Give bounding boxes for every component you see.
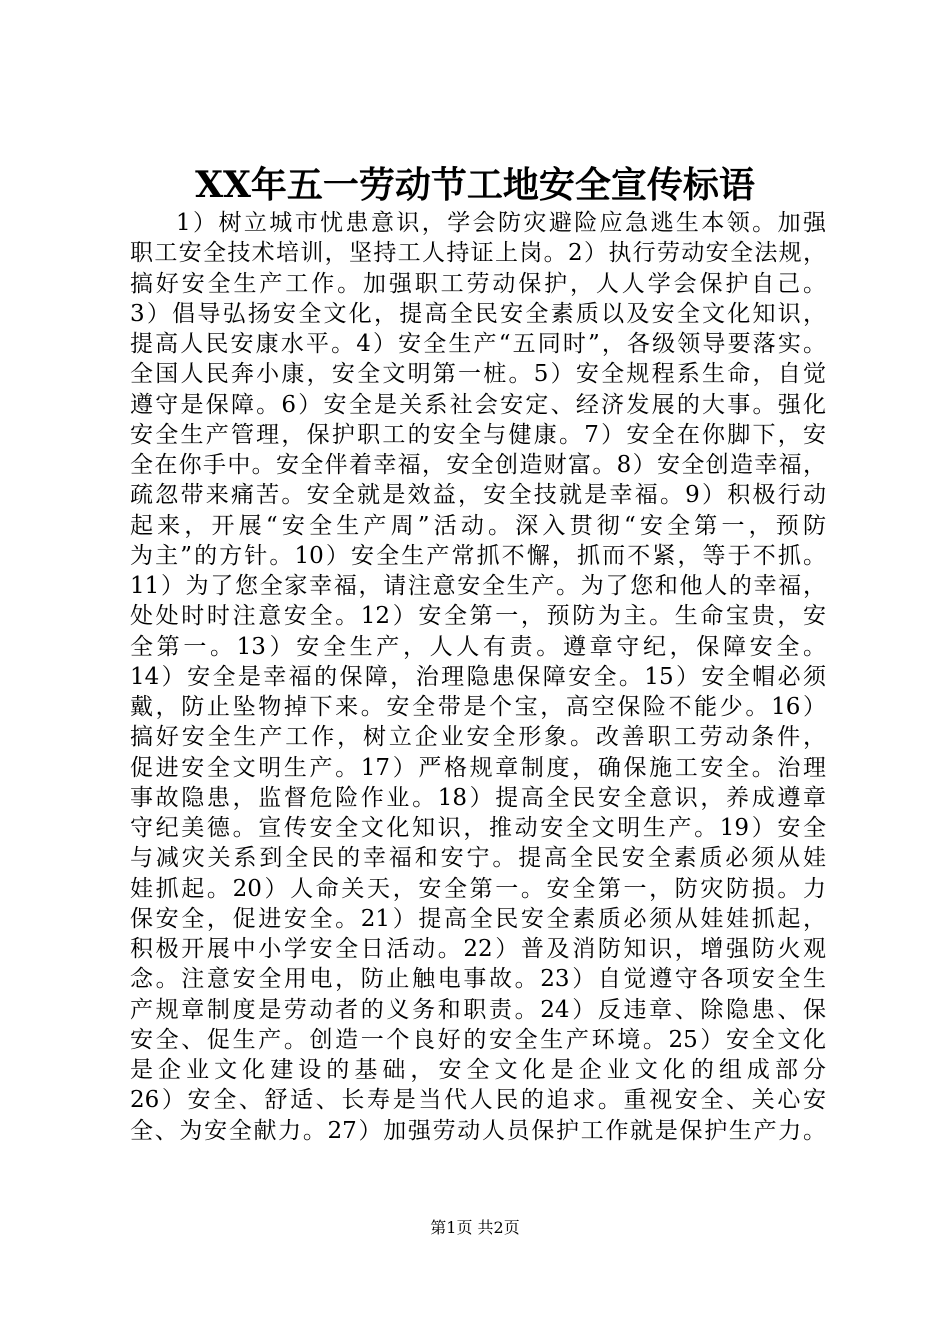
body-line: 全在你手中。安全伴着幸福，安全创造财富。8）安全创造幸福， xyxy=(130,452,826,478)
body-line: 戴，防止坠物掉下来。安全带是个宝，高空保险不能少。16） xyxy=(130,694,826,720)
body-line: 搞好安全生产工作，树立企业安全形象。改善职工劳动条件， xyxy=(130,724,826,751)
body-line: 与减灾关系到全民的幸福和安宁。提高全民安全素质必须从娃 xyxy=(130,845,826,872)
body-line: 全、为安全献力。27）加强劳动人员保护工作就是保护生产力。 xyxy=(130,1117,826,1144)
body-line: 提高人民安康水平。4）安全生产“五同时”，各级领导要落实。 xyxy=(130,331,826,357)
body-line: 为主”的方针。10）安全生产常抓不懈，抓而不紧，等于不抓。 xyxy=(130,542,826,569)
document-title: XX年五一劳动节工地安全宣传标语 xyxy=(195,164,755,206)
body-line: 产规章制度是劳动者的义务和职责。24）反违章、除隐患、保 xyxy=(130,996,826,1023)
body-line: 职工安全技术培训，坚持工人持证上岗。2）执行劳动安全法规， xyxy=(130,240,826,267)
body-line: 26）安全、舒适、长寿是当代人民的追求。重视安全、关心安 xyxy=(130,1087,826,1114)
body-line: 是企业文化建设的基础，安全文化是企业文化的组成部分 xyxy=(130,1057,826,1083)
body-line: 保安全，促进安全。21）提高全民安全素质必须从娃娃抓起， xyxy=(130,905,826,932)
body-line: 疏忽带来痛苦。安全就是效益，安全技就是幸福。9）积极行动 xyxy=(130,482,826,509)
body-line: 全第一。13）安全生产，人人有责。遵章守纪，保障安全。 xyxy=(130,633,826,660)
page-number-footer: 第1页 共2页 xyxy=(430,1218,520,1237)
body-line: 起来，开展“安全生产周”活动。深入贯彻“安全第一，预防 xyxy=(130,512,826,539)
body-line: 积极开展中小学安全日活动。22）普及消防知识，增强防火观 xyxy=(130,936,826,962)
body-line: 安全、促生产。创造一个良好的安全生产环境。25）安全文化 xyxy=(130,1026,826,1053)
body-line: 11）为了您全家幸福，请注意安全生产。为了您和他人的幸福， xyxy=(130,573,826,599)
body-line: 3）倡导弘扬安全文化，提高全民安全素质以及安全文化知识， xyxy=(130,300,826,327)
body-line: 守纪美德。宣传安全文化知识，推动安全文明生产。19）安全 xyxy=(130,815,826,841)
body-line: 1）树立城市忧患意识，学会防灾避险应急逃生本领。加强 xyxy=(176,210,826,236)
document-body xyxy=(130,208,826,1146)
body-line: 搞好安全生产工作。加强职工劳动保护，人人学会保护自己。 xyxy=(130,270,826,297)
body-line: 遵守是保障。6）安全是关系社会安定、经济发展的大事。强化 xyxy=(130,391,826,418)
body-line: 14）安全是幸福的保障，治理隐患保障安全。15）安全帽必须 xyxy=(130,663,826,690)
body-line: 促进安全文明生产。17）严格规章制度，确保施工安全。治理 xyxy=(130,754,826,781)
body-line: 安全生产管理，保护职工的安全与健康。7）安全在你脚下，安 xyxy=(130,421,826,448)
body-line: 全国人民奔小康，安全文明第一桩。5）安全规程系生命，自觉 xyxy=(130,361,826,388)
body-line: 念。注意安全用电，防止触电事故。23）自觉遵守各项安全生 xyxy=(130,966,826,993)
body-line: 事故隐患，监督危险作业。18）提高全民安全意识，养成遵章 xyxy=(130,784,826,811)
body-line: 处处时时注意安全。12）安全第一，预防为主。生命宝贵，安 xyxy=(130,603,826,630)
body-line: 娃抓起。20）人命关天，安全第一。安全第一，防灾防损。力 xyxy=(130,875,826,902)
